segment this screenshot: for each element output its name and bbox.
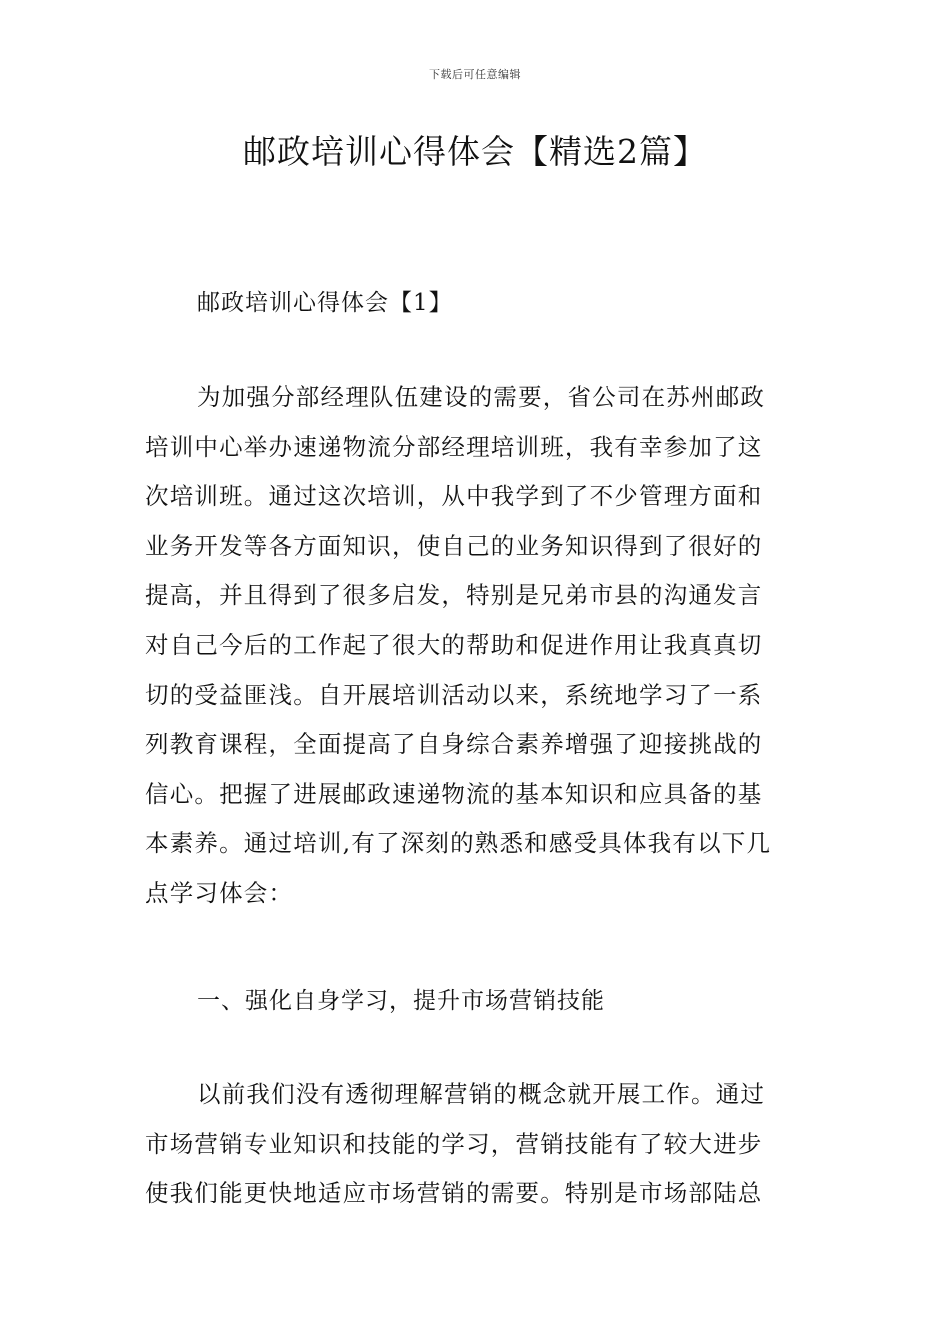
section-heading-1: 邮政培训心得体会【1】 xyxy=(197,290,453,316)
paragraph-line: 使我们能更快地适应市场营销的需要。特别是市场部陆总 xyxy=(145,1179,763,1208)
paragraph-line: 对自己今后的工作起了很大的帮助和促进作用让我真真切 xyxy=(145,630,763,659)
document-title: 邮政培训心得体会【精选2篇】 xyxy=(243,132,707,171)
paragraph-line: 切的受益匪浅。自开展培训活动以来，系统地学习了一系 xyxy=(145,680,763,709)
paragraph-line: 提高，并且得到了很多启发，特别是兄弟市县的沟通发言 xyxy=(145,581,763,610)
paragraph-line: 为加强分部经理队伍建设的需要，省公司在苏州邮政 xyxy=(197,383,766,411)
paragraph-line: 业务开发等各方面知识，使自己的业务知识得到了很好的 xyxy=(145,531,763,560)
paragraph-line: 培训中心举办速递物流分部经理培训班，我有幸参加了这 xyxy=(145,432,763,461)
header-note: 下载后可任意编辑 xyxy=(429,68,521,81)
paragraph-line: 以前我们没有透彻理解营销的概念就开展工作。通过 xyxy=(197,1080,766,1108)
paragraph-line: 信心。把握了进展邮政速递物流的基本知识和应具备的基 xyxy=(145,779,763,808)
paragraph-line: 列教育课程，全面提高了自身综合素养增强了迎接挑战的 xyxy=(145,730,763,759)
paragraph-1 xyxy=(145,373,807,919)
subheading-1: 一、强化自身学习，提升市场营销技能 xyxy=(197,988,605,1014)
paragraph-2 xyxy=(145,1070,807,1219)
paragraph-line: 市场营销专业知识和技能的学习，营销技能有了较大进步 xyxy=(145,1129,763,1158)
paragraph-line: 点学习体会： xyxy=(145,878,294,907)
paragraph-line: 次培训班。通过这次培训，从中我学到了不少管理方面和 xyxy=(145,482,763,511)
paragraph-line: 本素养。通过培训,有了深刻的熟悉和感受具体我有以下几 xyxy=(145,829,772,858)
